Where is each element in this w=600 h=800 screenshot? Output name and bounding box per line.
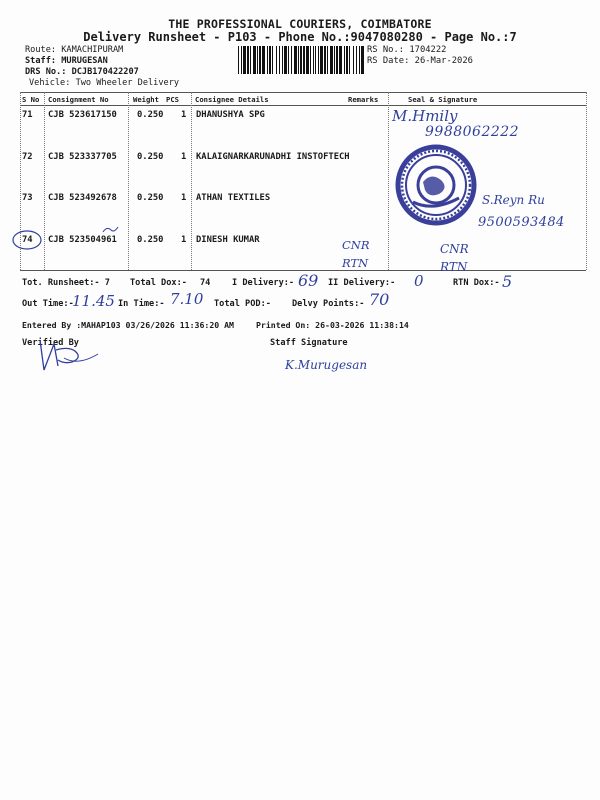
table-row-consignment: CJB 523617150 — [48, 110, 117, 120]
barcode-bar — [257, 46, 258, 74]
runsheet-title: Delivery Runsheet - P103 - Phone No.:9047080280 - Page No.:7 — [83, 30, 517, 44]
rtn-dox-value: 5 — [502, 272, 513, 291]
barcode-bar — [346, 46, 348, 74]
table-header-rule — [20, 105, 586, 106]
barcode-bar — [344, 46, 345, 74]
i-delivery-label: I Delivery:- — [232, 278, 295, 288]
col-divider — [44, 92, 45, 270]
delvy-points-value: 70 — [369, 290, 390, 309]
barcode-bar — [259, 46, 261, 74]
barcode-bar — [315, 46, 316, 74]
col-header-pcs: PCS — [166, 95, 179, 104]
barcode-bar — [288, 46, 289, 74]
barcode-bar — [276, 46, 277, 74]
table-row-sno: 74 — [22, 235, 33, 245]
barcode-bar — [313, 46, 314, 74]
barcode-bar — [243, 46, 246, 74]
barcode-bar — [303, 46, 305, 74]
barcode-bar — [359, 46, 360, 74]
staff-handwritten-signature: K.Murugesan — [285, 358, 368, 372]
handwritten-receiver-signature: M.Hmily — [392, 107, 458, 125]
table-top-rule — [20, 92, 586, 93]
handwritten-tick-mark — [100, 224, 122, 236]
handwritten-seal-remark: CNR RTN — [440, 242, 469, 274]
barcode-bar — [247, 46, 249, 74]
barcode — [237, 46, 365, 74]
barcode-bar — [294, 46, 297, 74]
barcode-bar — [356, 46, 357, 74]
table-row-consignment: CJB 523492678 — [48, 193, 117, 203]
table-row-weight: 0.250 — [137, 235, 164, 245]
col-header-consignment: Consignment No — [48, 95, 109, 104]
header-left-info — [25, 45, 179, 89]
table-row-weight: 0.250 — [137, 193, 164, 203]
table-row-sno: 73 — [22, 193, 33, 203]
total-dox-value: 74 — [200, 278, 211, 288]
col-header-weight: Weight — [133, 95, 159, 104]
col-header-consignee: Consignee Details — [195, 95, 269, 104]
barcode-bar — [241, 46, 242, 74]
in-time-label: In Time:- — [118, 299, 165, 309]
barcode-bar — [324, 46, 326, 74]
barcode-bar — [279, 46, 280, 74]
staff-name: Staff: MURUGESAN — [25, 56, 108, 66]
barcode-bar — [320, 46, 323, 74]
staff-signature-label: Staff Signature — [270, 338, 348, 348]
table-row-pcs: 1 — [181, 235, 187, 245]
table-row-sno: 72 — [22, 152, 33, 162]
barcode-bar — [262, 46, 265, 74]
header-right-info — [367, 45, 473, 67]
barcode-bar — [298, 46, 299, 74]
barcode-bar — [334, 46, 335, 74]
col-header-seal-signature: Seal & Signature — [408, 95, 478, 104]
barcode-bar — [267, 46, 268, 74]
printed-on: Printed On: 26-03-2026 11:38:14 — [256, 320, 409, 330]
handwritten-remark: CNR RTN — [342, 238, 370, 270]
table-row-sno: 71 — [22, 110, 33, 120]
barcode-bar — [300, 46, 302, 74]
col-header-remarks: Remarks — [348, 95, 379, 104]
table-row-consignee: DHANUSHYA SPG — [196, 110, 265, 120]
verified-by-signature — [34, 336, 104, 376]
delvy-points-label: Delvy Points:- — [292, 299, 365, 309]
barcode-bar — [284, 46, 287, 74]
company-title: THE PROFESSIONAL COURIERS, COIMBATORE — [168, 17, 432, 31]
barcode-bar — [250, 46, 251, 74]
col-divider — [191, 92, 192, 270]
col-header-sno: S No — [22, 95, 40, 104]
total-dox-label: Total Dox:- — [130, 278, 187, 288]
col-divider — [128, 92, 129, 270]
barcode-bar — [238, 46, 239, 74]
barcode-bar — [310, 46, 311, 74]
barcode-bar — [330, 46, 333, 74]
route: Route: KAMACHIPURAM — [25, 45, 124, 55]
barcode-bar — [327, 46, 328, 74]
table-row-pcs: 1 — [181, 193, 187, 203]
barcode-bar — [306, 46, 309, 74]
table-row-weight: 0.250 — [137, 152, 164, 162]
ii-delivery-label: II Delivery:- — [328, 278, 396, 288]
barcode-bar — [349, 46, 350, 74]
verified-by-label: Verified By — [22, 338, 79, 348]
out-time-value: 11.45 — [72, 292, 115, 310]
barcode-bar — [253, 46, 256, 74]
table-row-consignee: ATHAN TEXTILES — [196, 193, 271, 203]
barcode-bar — [361, 46, 364, 74]
tot-runsheet: Tot. Runsheet:- 7 — [22, 278, 110, 288]
table-row-consignment: CJB 523337705 — [48, 152, 117, 162]
table-row-consignee: DINESH KUMAR — [196, 235, 260, 245]
barcode-bar — [318, 46, 319, 74]
barcode-bar — [336, 46, 338, 74]
i-delivery-value: 69 — [298, 271, 319, 290]
total-pod-label: Total POD:- — [214, 299, 271, 309]
table-row-consignee: KALAIGNARKARUNADHI INSTOFTECH — [196, 152, 350, 162]
rtn-dox-label: RTN Dox:- — [453, 278, 500, 288]
drs-number: DRS No.: DCJB170422207 — [25, 67, 139, 77]
barcode-bar — [269, 46, 271, 74]
company-seal-stamp — [393, 142, 479, 228]
barcode-bar — [353, 46, 354, 74]
handwritten-receiver-signature: S.Reyn Ru — [482, 193, 545, 207]
rs-date: RS Date: 26-Mar-2026 — [367, 56, 473, 66]
entered-by: Entered By :MAHAP103 03/26/2026 11:36:20 AM — [22, 320, 234, 330]
col-divider — [388, 92, 389, 270]
vehicle-type: Vehicle: Two Wheeler Delivery — [29, 78, 180, 88]
handwritten-circle-mark — [10, 228, 44, 252]
in-time-value: 7.10 — [170, 290, 204, 308]
barcode-bar — [282, 46, 283, 74]
rs-number: RS No.: 1704222 — [367, 45, 447, 55]
col-divider — [586, 92, 587, 270]
barcode-bar — [339, 46, 342, 74]
handwritten-phone-number: 9500593484 — [478, 215, 565, 230]
table-row-pcs: 1 — [181, 110, 187, 120]
barcode-bar — [272, 46, 273, 74]
table-row-consignment: CJB 523504961 — [48, 235, 117, 245]
handwritten-phone-number: 9988062222 — [425, 124, 520, 140]
out-time-label: Out Time:- — [22, 299, 74, 309]
barcode-bar — [291, 46, 292, 74]
ii-delivery-value: 0 — [414, 272, 424, 290]
table-row-weight: 0.250 — [137, 110, 164, 120]
table-row-pcs: 1 — [181, 152, 187, 162]
